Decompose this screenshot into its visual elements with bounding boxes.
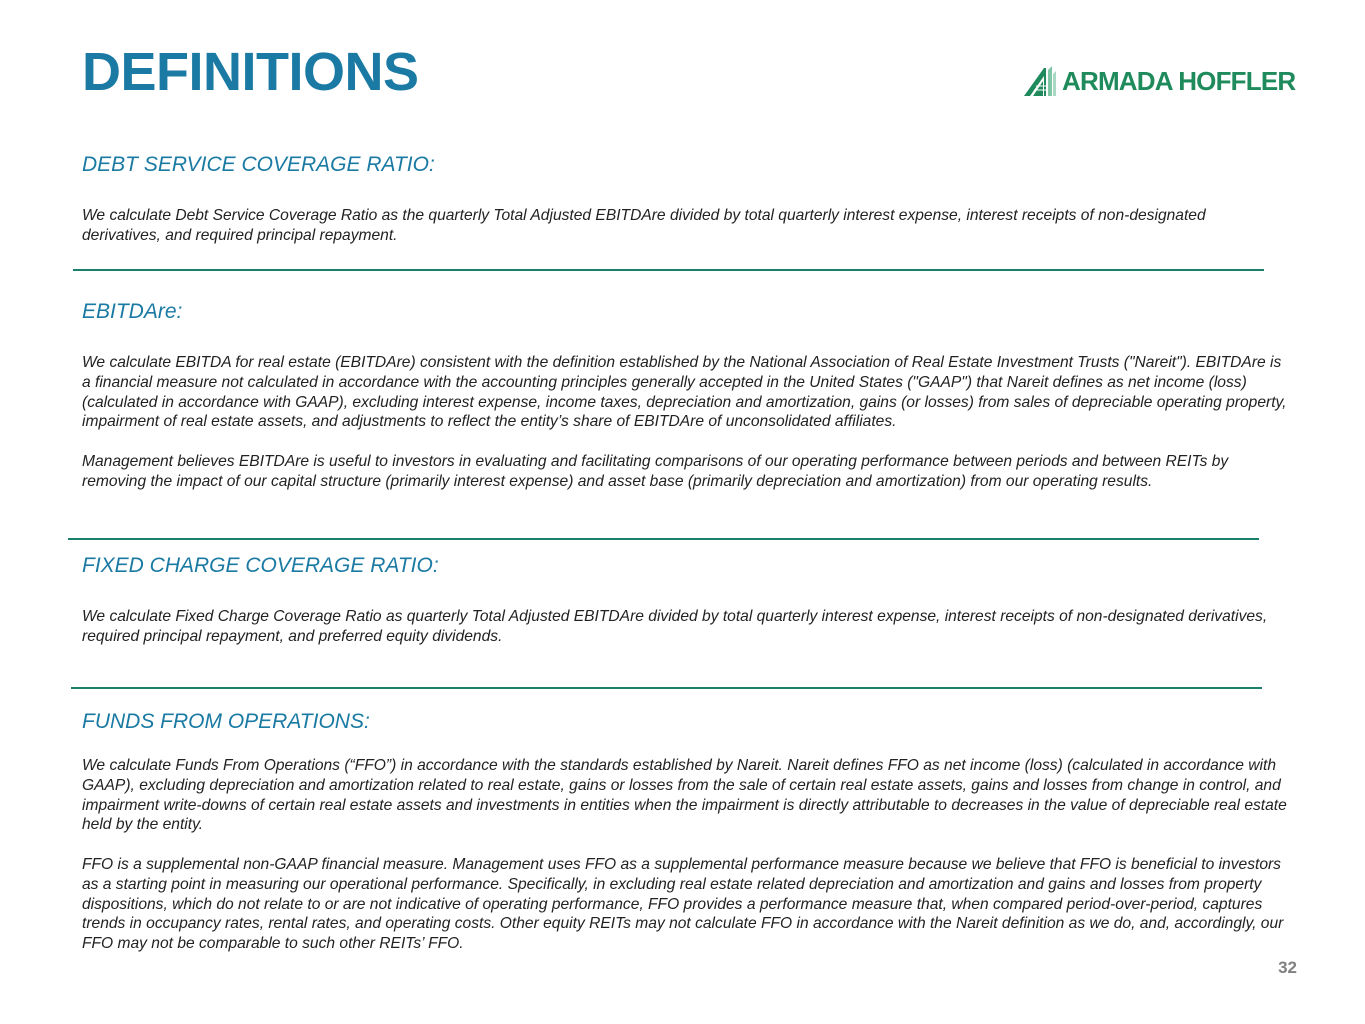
page-title: DEFINITIONS: [82, 42, 419, 102]
section-paragraph: We calculate Debt Service Coverage Ratio as the quarterly Total Adjusted EBITDAre divided by total quarterly interest expense, interest receipts of non-designated derivatives, and required principal repayment.: [82, 207, 1206, 244]
section-paragraph: We calculate EBITDA for real estate (EBITDAre) consistent with the definition established by the National Association of Real Estate Investment Trusts ("Nareit"). EBITDAre is a financial measure not calculated in accordance with the accounting principles generally accepted in the United States ("GAAP") that Nareit defines as net income (loss) (calculated in accordance with GAAP), excluding interest expense, income taxes, depreciation and amortization, gains (or losses) from sales of depreciable operating property, impairment of real estate assets, and adjustments to reflect the entity’s share of EBITDAre of unconsolidated affiliates.: [82, 354, 1287, 431]
section-heading-debt-service-coverage-ratio: DEBT SERVICE COVERAGE RATIO:: [82, 153, 435, 176]
company-logo: [1022, 62, 1295, 100]
section-paragraph: FFO is a supplemental non-GAAP financial measure. Management uses FFO as a supplemental performance measure because we believe that FFO is beneficial to investors as a starting point in measuring our operational performance. Specifically, in excluding real estate related depreciation and amortization and gains and losses from property dispositions, which do not relate to or are not indicative of operating performance, FFO provides a performance measure that, when compared period-over-period, captures trends in occupancy rates, rental rates, and operating costs. Other equity REITs may not calculate FFO in accordance with the Nareit definition as we do, and, accordingly, our FFO may not be comparable to such other REITs’ FFO.: [82, 856, 1284, 953]
section-paragraph: We calculate Fixed Charge Coverage Ratio as quarterly Total Adjusted EBITDAre divided by total quarterly interest expense, interest receipts of non-designated derivatives, required principal repayment, and preferred equity dividends.: [82, 608, 1268, 645]
section-heading-fixed-charge-coverage-ratio: FIXED CHARGE COVERAGE RATIO:: [82, 554, 439, 577]
section-heading-funds-from-operations: FUNDS FROM OPERATIONS:: [82, 710, 370, 733]
section-divider: [73, 269, 1264, 271]
section-paragraph: Management believes EBITDAre is useful to investors in evaluating and facilitating comparisons of our operating performance between periods and between REITs by removing the impact of our capital structure (primarily interest expense) and asset base (primarily depreciation and amortization) from our operating results.: [82, 453, 1229, 490]
section-heading-ebitdare: EBITDAre:: [82, 300, 183, 323]
section-divider: [68, 538, 1259, 540]
logo-wordmark: ARMADA HOFFLER: [1062, 66, 1296, 96]
page-number: 32: [1278, 958, 1297, 977]
section-divider: [71, 687, 1262, 689]
section-paragraph: We calculate Funds From Operations (“FFO”) in accordance with the standards established by Nareit. Nareit defines FFO as net income (loss) (calculated in accordance with GAAP), excluding depreciation and amortization related to real estate, gains or losses from the sale of certain real estate assets, gains and losses from change in control, and impairment write-downs of certain real estate assets and investments in entities when the impairment is directly attributable to decreases in the value of depreciable real estate held by the entity.: [82, 757, 1287, 834]
armada-hoffler-logo-icon: [1022, 64, 1058, 98]
